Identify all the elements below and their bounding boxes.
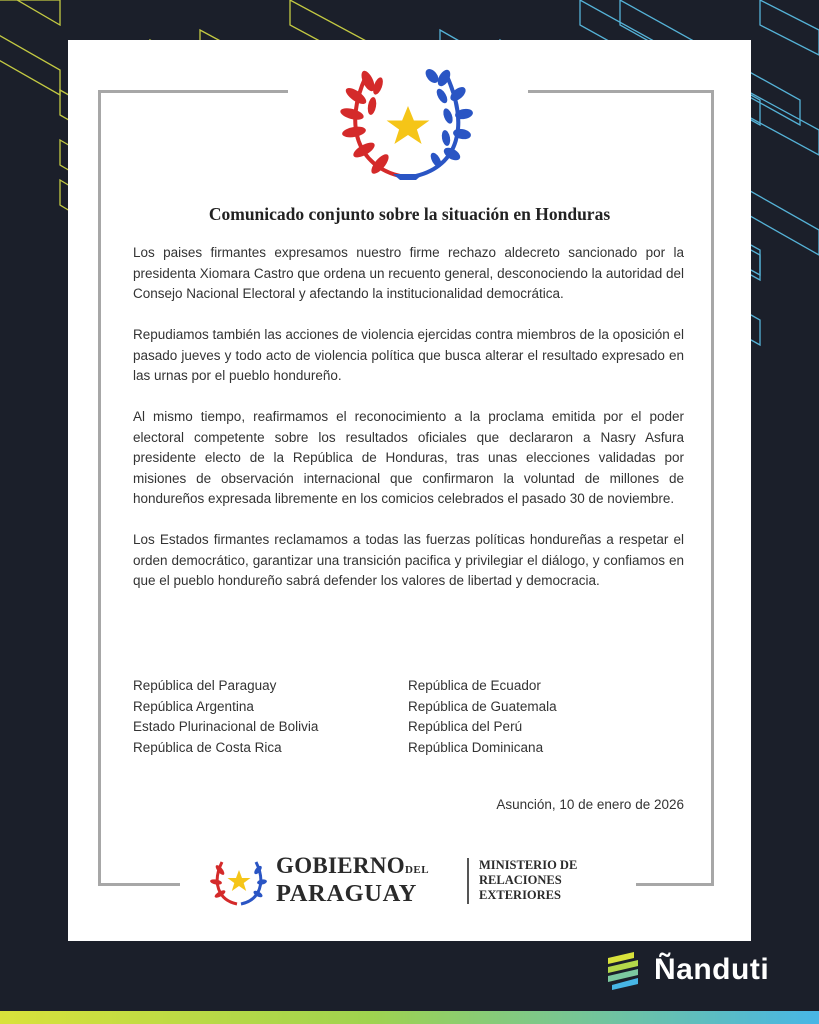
document-body (133, 243, 684, 612)
ministry-line: MINISTERIO DE (479, 858, 578, 872)
brand-name: Ñanduti (654, 953, 770, 986)
gov-line-1-small: DEL (404, 864, 430, 876)
paragraph-4: Los Estados firmantes reclamamos a todas las fuerzas políticas hondureñas a respetar el orden democrático, garantizar una transición pacifica y privilegiar el diálogo, y confiamos en que el pueblo hondureño sabrá defender los valores de libertad y democracia. (133, 532, 684, 588)
paragraph-1: Los paises firmantes expresamos nuestro firme rechazo aldecreto sancionado por la presidenta Xiomara Castro que ordena un recuento general, desconociendo la autoridad del Consejo Nacional Electoral y afectando la institucionalidad democrática. (133, 245, 684, 301)
signatory: Estado Plurinacional de Bolivia (133, 719, 319, 734)
signatory: República de Guatemala (408, 698, 557, 714)
government-footer-logo (210, 852, 610, 912)
paragraph-2: Repudiamos también las acciones de violencia ejercidas contra miembros de la oposición el pasado jueves y todo acto de violencia política que busca alterar el resultado expresado en las urnas por el pueblo hondureño. (133, 327, 684, 383)
signatory: República Argentina (133, 698, 254, 714)
signatory: República de Ecuador (408, 678, 541, 693)
nanduti-logo-icon (604, 950, 644, 990)
paragraph-3: Al mismo tiempo, reafirmamos el reconocimiento a la proclama emitida por el poder electoral competente sobre los resultados oficiales que declararon a Nasry Asfura presidente electo de la República de Honduras, tras unas elecciones validadas por misiones de observación internacional que confirmaron la voluntad de millones de hondureños expresada libremente en los comicios celebrados el pasado 30 de noviembre. (133, 409, 684, 506)
signatory: República de Costa Rica (133, 739, 282, 755)
ministry-line: EXTERIORES (479, 888, 561, 902)
signatory: República del Paraguay (133, 678, 277, 693)
ministry-name (479, 858, 577, 903)
signatories-left (133, 676, 318, 758)
paraguay-national-seal-icon (338, 56, 478, 186)
signatory: República del Perú (408, 719, 523, 734)
signatory: República Dominicana (408, 739, 544, 755)
gov-line-2: PARAGUAY (276, 880, 417, 907)
nanduti-brand (604, 950, 804, 995)
date-place: Asunción, 10 de enero de 2026 (496, 797, 684, 812)
government-seal-icon (210, 854, 268, 908)
government-name (276, 854, 429, 906)
ministry-line: RELACIONES (479, 873, 562, 887)
footer-divider (467, 858, 469, 904)
gov-line-1: GOBIERNO (276, 853, 405, 878)
bottom-gradient-bar (0, 1011, 819, 1024)
document-title: Comunicado conjunto sobre la situación en Honduras (208, 204, 611, 224)
signatories-right (408, 676, 557, 758)
communique-card (68, 40, 751, 941)
